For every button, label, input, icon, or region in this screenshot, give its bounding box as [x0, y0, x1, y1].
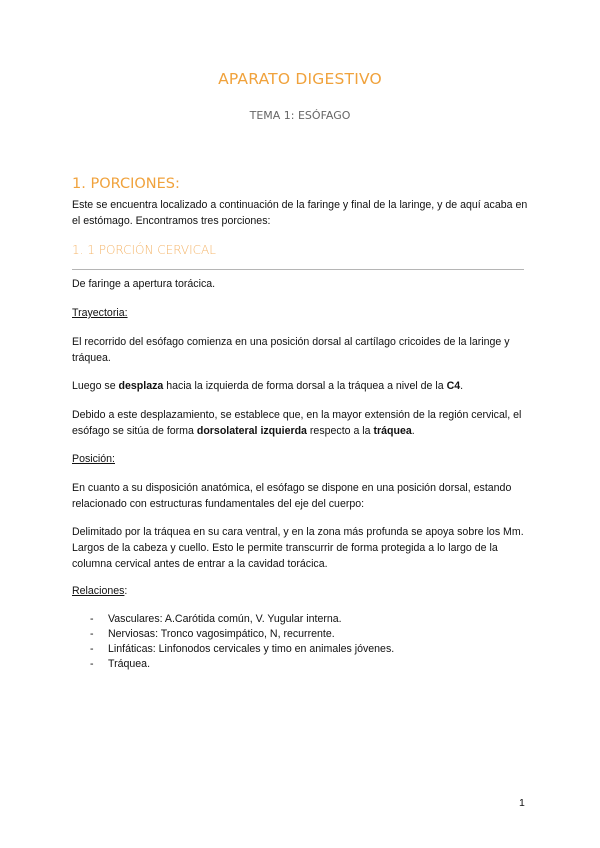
- section-divider: [72, 269, 524, 270]
- posicion-paragraph-1: En cuanto a su disposición anatómica, el esófago se dispone en una posición dorsal, estando relacionado con estructuras fundamentales del eje del cuerpo:: [72, 482, 512, 510]
- text-run: .: [460, 380, 464, 392]
- document-title: APARATO DIGESTIVO: [218, 70, 382, 88]
- list-bullet: -: [90, 613, 94, 625]
- list-item-text: Vasculares: A.Carótida común, V. Yugular interna.: [108, 613, 342, 625]
- relaciones-label: [72, 583, 528, 599]
- list-item: [90, 612, 530, 627]
- posicion-label: Posición:: [72, 453, 115, 465]
- list-item-text: Tráquea.: [108, 658, 151, 670]
- page-number: 1: [519, 797, 525, 809]
- text-run: Debido a este desplazamiento, se establece que, en la mayor extensión de la región cervical, el esófago se sitúa de forma: [72, 409, 522, 437]
- subsection-heading: 1. 1 PORCIÓN CERVICAL: [72, 243, 216, 257]
- list-item: [90, 642, 530, 657]
- text-run: .: [411, 425, 415, 437]
- document-subtitle: TEMA 1: ESÓFAGO: [249, 109, 351, 122]
- posicion-paragraph-2: Delimitado por la tráquea en su cara ventral, y en la zona más profunda se apoya sobre los Mm. Largos de la cabeza y cuello. Esto le permite transcurrir de forma protegida a lo largo de la columna cervical antes de entrar a la cavidad torácica.: [72, 526, 524, 570]
- list-item-text: Linfáticas: Linfonodos cervicales y timo en animales jóvenes.: [108, 643, 395, 655]
- bold-term: desplaza: [118, 380, 164, 392]
- relaciones-label-suffix: :: [124, 585, 128, 597]
- text-run: respecto a la: [306, 425, 374, 437]
- list-item: [90, 657, 530, 672]
- bold-term: dorsolateral izquierda: [196, 425, 307, 437]
- trayectoria-label: Trayectoria:: [72, 307, 128, 319]
- bold-term: tráquea: [373, 425, 412, 437]
- bold-term: C4: [446, 380, 461, 392]
- list-item: [90, 627, 530, 642]
- list-bullet: -: [90, 643, 94, 655]
- relaciones-label-text: Relaciones: [72, 585, 125, 597]
- text-run: Luego se: [72, 380, 119, 392]
- trayectoria-paragraph-1: El recorrido del esófago comienza en una posición dorsal al cartílago cricoides de la laringe y tráquea.: [72, 336, 510, 364]
- trayectoria-paragraph-3: [72, 407, 528, 439]
- list-bullet: -: [90, 628, 94, 640]
- list-item-text: Nerviosas: Tronco vagosimpático, N, recurrente.: [108, 628, 335, 640]
- trayectoria-paragraph-2: [72, 378, 528, 394]
- list-bullet: -: [90, 658, 94, 670]
- relaciones-list: [90, 612, 530, 672]
- text-run: hacia la izquierda de forma dorsal a la tráquea a nivel de la: [163, 380, 447, 392]
- section-heading: 1. PORCIONES:: [72, 176, 180, 192]
- intro-paragraph: Este se encuentra localizado a continuación de la faringe y final de la laringe, y de aquí acaba en el estómago. Encontramos tres porciones:: [72, 199, 528, 227]
- range-paragraph: De faringe a apertura torácica.: [72, 278, 216, 290]
